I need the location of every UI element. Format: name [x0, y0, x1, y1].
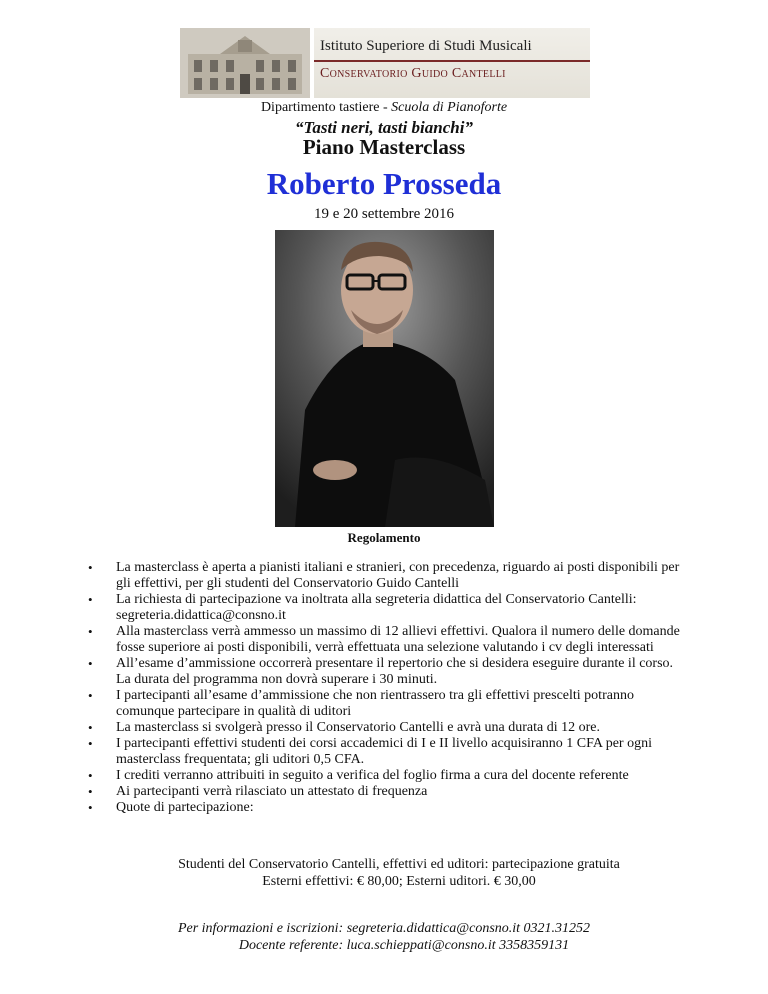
- list-item: • La masterclass si svolgerà presso il Conservatorio Cantelli e avrà una durata di 12 ore.: [88, 720, 688, 736]
- fee-external: Esterni effettivi: € 80,00; Esterni uditori. € 30,00: [262, 874, 536, 889]
- motto: “Tasti neri, tasti bianchi”: [295, 118, 473, 137]
- school-label: Scuola di Pianoforte: [391, 100, 508, 115]
- list-item: • All’esame d’ammissione occorrerà presentare il repertorio che si desidera eseguire durante il corso. La durata del programma non dovrà superare i 30 minuti.: [88, 656, 688, 688]
- event-dates: 19 e 20 settembre 2016: [314, 206, 454, 222]
- artist-name: Roberto Prosseda: [266, 166, 502, 201]
- list-item: • I crediti verranno attribuiti in seguito a verifica del foglio firma a cura del docente referente: [88, 768, 688, 784]
- department-label: Dipartimento tastiere -: [260, 100, 392, 115]
- list-item: • Alla masterclass verrà ammesso un massimo di 12 allievi effettivi. Qualora il numero delle domande fosse superiore ai posti disponibili, verrà effettuata una selezione valutando i cv degli interessati: [88, 624, 688, 656]
- list-item: • Quote di partecipazione:: [88, 800, 688, 816]
- list-item: • La richiesta di partecipazione va inoltrata alla segreteria didattica del Conservatorio Cantelli: segreteria.didattica@consno.it: [88, 592, 688, 624]
- list-item: • Ai partecipanti verrà rilasciato un attestato di frequenza: [88, 784, 688, 800]
- rules-list: [88, 560, 688, 816]
- list-item: • I partecipanti all’esame d’ammissione che non rientrassero tra gli effettivi prescelti potranno comunque partecipare in qualità di uditori: [88, 688, 688, 720]
- conservatory-logo: [180, 28, 590, 98]
- fee-students: Studenti del Conservatorio Cantelli, effettivi ed uditori: partecipazione gratuita: [178, 857, 620, 872]
- building-image: [180, 28, 310, 98]
- logo-divider: [314, 60, 590, 62]
- list-item: • I partecipanti effettivi studenti dei corsi accademici di I e II livello acquisiranno 1 CFA per ogni masterclass frequentata; gli uditori 0,5 CFA.: [88, 736, 688, 768]
- logo-conservatory-name: Conservatorio Guido Cantelli: [320, 66, 506, 81]
- contact-footer: [0, 920, 768, 954]
- logo-text-panel: [314, 28, 590, 98]
- department-line: [0, 100, 768, 116]
- fees-block: [0, 856, 768, 890]
- logo-institute-name: Istituto Superiore di Studi Musicali: [320, 38, 532, 54]
- list-item: • La masterclass è aperta a pianisti italiani e stranieri, con precedenza, riguardo ai posti disponibili per gli effettivi, per gli studenti del Conservatorio Guido Cantelli: [88, 560, 688, 592]
- teacher-contact: Docente referente: luca.schieppati@consno.it 3358359131: [238, 938, 570, 953]
- contact-info: Per informazioni e iscrizioni: segreteria.didattica@consno.it 0321.31252: [177, 921, 591, 936]
- artist-photo: [275, 230, 494, 527]
- course-title: Piano Masterclass: [302, 135, 466, 159]
- rules-title: Regolamento: [347, 530, 421, 545]
